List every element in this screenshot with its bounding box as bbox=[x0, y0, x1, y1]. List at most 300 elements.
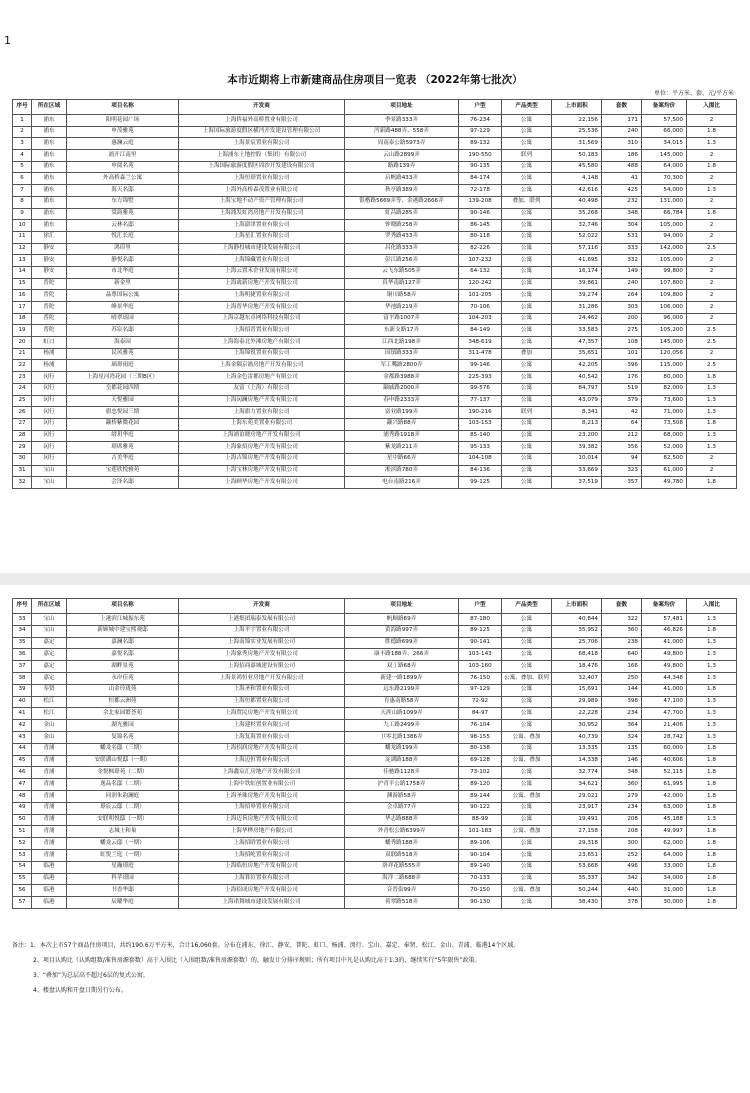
table-cell: 30 bbox=[13, 453, 32, 465]
table-cell: 洛祥花路555弄 bbox=[345, 861, 459, 873]
table-cell: 73,600 bbox=[642, 395, 687, 407]
table-cell: 叠加 bbox=[502, 348, 552, 360]
table-cell: 育惠南路58弄 bbox=[345, 696, 459, 708]
table-cell: 25 bbox=[13, 395, 32, 407]
table-cell: 29 bbox=[13, 442, 32, 454]
table-cell: 市北华庭 bbox=[67, 266, 179, 278]
table-cell: 144 bbox=[602, 684, 642, 696]
table-cell: 公寓 bbox=[502, 126, 552, 138]
table-cell: 公寓 bbox=[502, 465, 552, 477]
projects-table-part-1 bbox=[12, 99, 737, 489]
table-cell: 68,000 bbox=[642, 430, 687, 442]
table-cell: 江西北路198弄 bbox=[345, 337, 459, 349]
table-cell: 公寓 bbox=[502, 743, 552, 755]
table-cell: 苏宸名邸 bbox=[67, 325, 179, 337]
table-cell: 64-132 bbox=[459, 266, 502, 278]
table-cell: 1.3 bbox=[687, 185, 737, 197]
table-cell: 9 bbox=[13, 208, 32, 220]
table-cell: 云飞东路505弄 bbox=[345, 266, 459, 278]
table-cell: 1.3 bbox=[687, 395, 737, 407]
table-cell: 公寓 bbox=[502, 115, 552, 127]
table-cell: 普陀 bbox=[32, 325, 67, 337]
table-cell: 73,508 bbox=[642, 418, 687, 430]
table-cell: 50,183 bbox=[552, 150, 602, 162]
table-cell: 上海金隅京浦房地产开发有限公司 bbox=[179, 360, 345, 372]
table-cell: 1.8 bbox=[687, 372, 737, 384]
table-cell: 电台南路216弄 bbox=[345, 477, 459, 489]
table-cell: 19 bbox=[13, 325, 32, 337]
table-cell: 49,800 bbox=[642, 649, 687, 661]
column-header: 所在区域 bbox=[32, 599, 67, 614]
table-cell: 52,022 bbox=[552, 231, 602, 243]
table-cell: 64,000 bbox=[642, 849, 687, 861]
table-row bbox=[13, 278, 737, 290]
table-cell: 淞滨路780弄 bbox=[345, 465, 459, 477]
table-cell: 63,000 bbox=[642, 802, 687, 814]
table-cell: 上海顾华房地产开发有限公司 bbox=[179, 477, 345, 489]
table-cell: 上海云置禾企业发展有限公司 bbox=[179, 266, 345, 278]
table-cell: 临港 bbox=[32, 861, 67, 873]
table-cell: 皇都花园四期 bbox=[67, 383, 179, 395]
table-cell: 安联明悦邸（一期） bbox=[67, 814, 179, 826]
table-cell: 31,000 bbox=[642, 885, 687, 897]
column-header: 开发商 bbox=[179, 100, 345, 115]
table-cell: 171 bbox=[602, 115, 642, 127]
table-cell: 190-550 bbox=[459, 150, 502, 162]
table-cell: 上海鑫宸汇房地产开发有限公司 bbox=[179, 767, 345, 779]
table-cell: 新顾城中建宝熙观邸 bbox=[67, 625, 179, 637]
table-cell: 54,000 bbox=[642, 185, 687, 197]
table-cell: 333 bbox=[602, 243, 642, 255]
table-cell: 82,000 bbox=[642, 383, 687, 395]
table-cell: 公寓 bbox=[502, 684, 552, 696]
table-cell: 40,606 bbox=[642, 755, 687, 767]
table-cell: 海天名邸 bbox=[67, 185, 179, 197]
table-cell: 新建一路1899弄 bbox=[345, 672, 459, 684]
table-cell: 同润朱韵澜庭 bbox=[67, 790, 179, 802]
table-cell: 95-133 bbox=[459, 442, 502, 454]
table-cell: 公寓 bbox=[502, 418, 552, 430]
table-cell: 24,462 bbox=[552, 313, 602, 325]
table-cell: 212 bbox=[602, 430, 642, 442]
table-cell: 上海贸民房地产开发有限公司 bbox=[179, 708, 345, 720]
table-cell: 浦东 bbox=[32, 138, 67, 150]
table-cell: 47,357 bbox=[552, 337, 602, 349]
table-cell: 九工路2499弄 bbox=[345, 720, 459, 732]
column-header: 上市面积 bbox=[552, 100, 602, 115]
table-cell: 宝莲欣悦雅苑 bbox=[67, 465, 179, 477]
table-row bbox=[13, 231, 737, 243]
table-cell: 阳明花园广场 bbox=[67, 115, 179, 127]
table-cell: 80,000 bbox=[642, 372, 687, 384]
table-cell: 89-120 bbox=[459, 779, 502, 791]
table-cell: 1.8 bbox=[687, 126, 737, 138]
table-cell: 2 bbox=[687, 115, 737, 127]
table-cell: 1 bbox=[13, 115, 32, 127]
table-cell: 2 bbox=[687, 290, 737, 302]
table-cell: 上海宝林房地产开发有限公司 bbox=[179, 465, 345, 477]
table-cell: 50 bbox=[13, 814, 32, 826]
table-cell: 上海明捷置业有限公司 bbox=[179, 290, 345, 302]
table-cell: 2 bbox=[687, 453, 737, 465]
table-cell: 64 bbox=[602, 418, 642, 430]
table-cell: 海泰园 bbox=[67, 337, 179, 349]
table-cell: 星中路66弄 bbox=[345, 453, 459, 465]
table-cell: 357 bbox=[602, 477, 642, 489]
table-cell: 公寓 bbox=[502, 337, 552, 349]
table-cell: 路路139弄 bbox=[345, 161, 459, 173]
table-cell: 上海招商嘉城建设有限公司 bbox=[179, 661, 345, 673]
table-cell: 356 bbox=[602, 442, 642, 454]
table-cell: 青浦 bbox=[32, 743, 67, 755]
table-cell: 上海招晗置业有限公司 bbox=[179, 838, 345, 850]
table-cell: 云山路2899弄 bbox=[345, 150, 459, 162]
table-cell: 普陀 bbox=[32, 278, 67, 290]
table-cell: 1.8 bbox=[687, 861, 737, 873]
table-cell: 临港 bbox=[32, 873, 67, 885]
table-cell: 青浦 bbox=[32, 755, 67, 767]
table-cell: 青浦 bbox=[32, 838, 67, 850]
table-cell: 周南泰公路5973弄 bbox=[345, 138, 459, 150]
table-cell: 94 bbox=[602, 453, 642, 465]
table-cell: 89-125 bbox=[459, 625, 502, 637]
table-cell: 公寓 bbox=[502, 302, 552, 314]
table-cell: 44,348 bbox=[642, 672, 687, 684]
table-cell: 上海锦藏置业有限公司 bbox=[179, 255, 345, 267]
table-cell: 联列 bbox=[502, 407, 552, 419]
table-cell: 公寓 bbox=[502, 696, 552, 708]
table-cell: 宝山 bbox=[32, 614, 67, 626]
table-cell: 57,116 bbox=[552, 243, 602, 255]
table-cell: 松江 bbox=[32, 708, 67, 720]
table-cell: 68,418 bbox=[552, 649, 602, 661]
table-cell: 1.8 bbox=[687, 826, 737, 838]
table-cell: 金悦枫璟苑（二期） bbox=[67, 767, 179, 779]
column-header: 套数 bbox=[602, 100, 642, 115]
table-cell: 41,000 bbox=[642, 684, 687, 696]
table-cell: 公寓 bbox=[502, 861, 552, 873]
table-cell: 临港 bbox=[32, 885, 67, 897]
table-cell: 53 bbox=[13, 849, 32, 861]
table-cell: 89-144 bbox=[459, 790, 502, 802]
table-cell: 金山 bbox=[32, 731, 67, 743]
table-cell: 上海恒璟置业有限公司 bbox=[179, 173, 345, 185]
table-cell: 200 bbox=[602, 313, 642, 325]
table-cell: 31,286 bbox=[552, 302, 602, 314]
table-cell: 1.3 bbox=[687, 708, 737, 720]
table-cell: 嘉定 bbox=[32, 649, 67, 661]
table-cell: 40,739 bbox=[552, 731, 602, 743]
table-cell: 上海恒都置业有限公司 bbox=[179, 696, 345, 708]
table-cell: 闵行 bbox=[32, 442, 67, 454]
table-cell: 公寓 bbox=[502, 208, 552, 220]
table-cell: 申茂雅苑 bbox=[67, 126, 179, 138]
table-cell: 96,000 bbox=[642, 313, 687, 325]
table-cell: 1.3 bbox=[687, 649, 737, 661]
table-cell: 46,826 bbox=[642, 625, 687, 637]
table-cell: 15,691 bbox=[552, 684, 602, 696]
table-cell: 1.8 bbox=[687, 885, 737, 897]
table-cell: 64,000 bbox=[642, 161, 687, 173]
table-cell: 青浦 bbox=[32, 767, 67, 779]
column-header: 产品类型 bbox=[502, 100, 552, 115]
table-cell: 18 bbox=[13, 313, 32, 325]
table-cell: 105,200 bbox=[642, 325, 687, 337]
table-cell: 上海海泰北外滩房地产有限公司 bbox=[179, 337, 345, 349]
table-cell: 37 bbox=[13, 661, 32, 673]
table-cell: 97-129 bbox=[459, 684, 502, 696]
table-cell: 42,616 bbox=[552, 185, 602, 197]
table-cell: 公寓、叠加 bbox=[502, 731, 552, 743]
column-header: 项目地址 bbox=[345, 599, 459, 614]
table-cell: 浦东 bbox=[32, 150, 67, 162]
table-cell: 2 bbox=[687, 173, 737, 185]
table-cell: 璃璟雨庭 bbox=[67, 360, 179, 372]
table-cell: 上海禽新房地产开发有限公司 bbox=[179, 278, 345, 290]
table-cell: 41,000 bbox=[642, 637, 687, 649]
table-cell: 50,244 bbox=[552, 885, 602, 897]
table-cell: 荷翠路518弄 bbox=[345, 897, 459, 909]
table-cell: 98-155 bbox=[459, 731, 502, 743]
table-cell: 双丁路68弄 bbox=[345, 661, 459, 673]
table-cell: 颛兴路88弄 bbox=[345, 418, 459, 430]
table-cell: 35,337 bbox=[552, 873, 602, 885]
table-cell: 上海国际旅游度假区横沔开发建设管理有限公司 bbox=[179, 126, 345, 138]
table-cell: 公寓 bbox=[502, 720, 552, 732]
table-cell: 1.8 bbox=[687, 418, 737, 430]
table-cell: 24 bbox=[13, 383, 32, 395]
table-cell: 103-160 bbox=[459, 661, 502, 673]
table-cell: 军工嘴路2800弄 bbox=[345, 360, 459, 372]
table-cell: 公寓 bbox=[502, 814, 552, 826]
table-cell: 上港集团瑞泰发展有限公司 bbox=[179, 614, 345, 626]
table-cell: 浦东 bbox=[32, 161, 67, 173]
table-cell: 上海浦发虹湾房地产开发有限公司 bbox=[179, 208, 345, 220]
table-cell: 323 bbox=[602, 465, 642, 477]
column-header: 序号 bbox=[13, 599, 32, 614]
table-cell: 16,174 bbox=[552, 266, 602, 278]
table-cell: 闵行 bbox=[32, 372, 67, 384]
table-cell: 40,844 bbox=[552, 614, 602, 626]
table-cell: 2 bbox=[687, 465, 737, 477]
table-cell: 82-226 bbox=[459, 243, 502, 255]
table-cell: 348 bbox=[602, 208, 642, 220]
table-cell: 金山 bbox=[32, 720, 67, 732]
table-cell: 35,268 bbox=[552, 208, 602, 220]
table-cell: 复锦名苑 bbox=[67, 731, 179, 743]
table-cell: 1.8 bbox=[687, 743, 737, 755]
table-cell: 科苹璟园 bbox=[67, 873, 179, 885]
table-cell: 璟宸云邸（二期） bbox=[67, 802, 179, 814]
table-cell: 永岸佳苑 bbox=[67, 672, 179, 684]
table-cell: 新金里 bbox=[67, 278, 179, 290]
table-cell: 27 bbox=[13, 418, 32, 430]
table-cell: 钟晓路258弄 bbox=[345, 220, 459, 232]
page-break bbox=[0, 573, 750, 585]
table-cell: 146 bbox=[602, 755, 642, 767]
table-row bbox=[13, 360, 737, 372]
table-cell: 上海闵澜房地产开发有限公司 bbox=[179, 395, 345, 407]
table-cell: 39,861 bbox=[552, 278, 602, 290]
table-cell: 52 bbox=[13, 838, 32, 850]
table-cell: 46 bbox=[13, 767, 32, 779]
table-cell: 240 bbox=[602, 126, 642, 138]
table-cell: 120-242 bbox=[459, 278, 502, 290]
table-cell: 公寓 bbox=[502, 138, 552, 150]
table-cell: 棠韵雅苑 bbox=[67, 208, 179, 220]
table-row bbox=[13, 442, 737, 454]
table-cell: 东新支路17弄 bbox=[345, 325, 459, 337]
table-cell: 1.8 bbox=[687, 838, 737, 850]
table-row bbox=[13, 684, 737, 696]
table-cell: 240 bbox=[602, 278, 642, 290]
table-cell: 2 bbox=[687, 220, 737, 232]
table-cell: 47 bbox=[13, 779, 32, 791]
table-cell: 嘉悦名邸 bbox=[67, 649, 179, 661]
table-cell: 2 bbox=[687, 302, 737, 314]
table-row bbox=[13, 302, 737, 314]
table-cell: 264 bbox=[602, 290, 642, 302]
unit-label: 单位：平方米、套、元/平方米 bbox=[653, 90, 734, 97]
table-cell: 1.3 bbox=[687, 661, 737, 673]
table-cell: 90-146 bbox=[459, 208, 502, 220]
table-cell: 7 bbox=[13, 185, 32, 197]
table-cell: 25,536 bbox=[552, 126, 602, 138]
table-cell: 379 bbox=[602, 395, 642, 407]
table-cell: 99-146 bbox=[459, 360, 502, 372]
table-cell: 1.3 bbox=[687, 614, 737, 626]
table-cell: 颛戚路2000弄 bbox=[345, 383, 459, 395]
table-cell: 25,706 bbox=[552, 637, 602, 649]
column-header: 备案均价 bbox=[642, 599, 687, 614]
table-cell: 76-234 bbox=[459, 115, 502, 127]
table-cell: 闵行 bbox=[32, 418, 67, 430]
table-cell: 45 bbox=[13, 755, 32, 767]
table-cell: 会泽名邸 bbox=[67, 477, 179, 489]
table-cell: 普陀 bbox=[32, 302, 67, 314]
note-1: 备注：1、本次上市57个商品住房项目，共约190.6万平方米，合计16,060套。分布在浦东、徐汇、静安、普陀、虹口、杨浦、闵行、宝山、嘉定、奉贤、松江、金山、青浦、临港14个区域。 bbox=[12, 942, 520, 949]
table-cell: 104-108 bbox=[459, 453, 502, 465]
table-cell: 富业路199弄 bbox=[345, 407, 459, 419]
table-cell: 公寓、叠加 bbox=[502, 885, 552, 897]
table-cell: 322 bbox=[602, 614, 642, 626]
table-cell: 37,519 bbox=[552, 477, 602, 489]
table-cell: 嘉定 bbox=[32, 637, 67, 649]
table-row bbox=[13, 477, 737, 489]
table-row bbox=[13, 814, 737, 826]
table-cell: 279 bbox=[602, 790, 642, 802]
table-cell: 联列 bbox=[502, 150, 552, 162]
table-cell: 310 bbox=[602, 138, 642, 150]
table-cell: 1.8 bbox=[687, 477, 737, 489]
projects-table-part-2 bbox=[12, 598, 737, 909]
table-row bbox=[13, 337, 737, 349]
table-cell: 70-150 bbox=[459, 885, 502, 897]
table-cell: 35,952 bbox=[552, 625, 602, 637]
table-cell: 145,000 bbox=[642, 150, 687, 162]
table-cell: 71,000 bbox=[642, 407, 687, 419]
table-cell: 77-137 bbox=[459, 395, 502, 407]
column-header: 户型 bbox=[459, 599, 502, 614]
table-cell: 1.3 bbox=[687, 720, 737, 732]
table-cell: 宝山 bbox=[32, 477, 67, 489]
table-cell: 安联湖山悦邸（一期） bbox=[67, 755, 179, 767]
table-row bbox=[13, 185, 737, 197]
table-cell: 青浦 bbox=[32, 790, 67, 802]
table-cell: 80-118 bbox=[459, 231, 502, 243]
table-row bbox=[13, 637, 737, 649]
table-cell: 29,989 bbox=[552, 696, 602, 708]
table-row bbox=[13, 790, 737, 802]
table-cell: 公寓、叠加 bbox=[502, 755, 552, 767]
table-row bbox=[13, 767, 737, 779]
table-cell: 2.5 bbox=[687, 337, 737, 349]
table-cell: 星瀚璟庭 bbox=[67, 861, 179, 873]
table-cell: 234 bbox=[602, 708, 642, 720]
table-cell: 51 bbox=[13, 826, 32, 838]
table-cell: 会卓路77弄 bbox=[345, 802, 459, 814]
table-cell: 书香华邸 bbox=[67, 885, 179, 897]
table-cell: 上海星汇置业有限公司 bbox=[179, 231, 345, 243]
table-cell: 晶尊国际公寓 bbox=[67, 290, 179, 302]
table-cell: 23 bbox=[13, 372, 32, 384]
table-cell: 静安 bbox=[32, 243, 67, 255]
table-cell: 公寓 bbox=[502, 430, 552, 442]
table-cell: 38 bbox=[13, 672, 32, 684]
table-cell: 1.3 bbox=[687, 430, 737, 442]
table-cell: 公寓 bbox=[502, 897, 552, 909]
table-cell: 昌化路333弄 bbox=[345, 243, 459, 255]
column-header: 套数 bbox=[602, 599, 642, 614]
table-cell: 上海侨福外高桥置业有限公司 bbox=[179, 115, 345, 127]
table-cell: 青浦 bbox=[32, 826, 67, 838]
table-cell: 上海圣和置业有限公司 bbox=[179, 684, 345, 696]
table-row bbox=[13, 243, 737, 255]
table-cell: 57 bbox=[13, 897, 32, 909]
table-cell: 70-106 bbox=[459, 302, 502, 314]
table-cell: 上海象秀房地产开发有限公司 bbox=[179, 649, 345, 661]
table-cell: 208 bbox=[602, 826, 642, 838]
table-cell: 90-135 bbox=[459, 161, 502, 173]
table-row bbox=[13, 325, 737, 337]
table-row bbox=[13, 649, 737, 661]
table-cell: 28,742 bbox=[642, 731, 687, 743]
table-cell: 外高桥森兰公寓 bbox=[67, 173, 179, 185]
table-cell: 22 bbox=[13, 360, 32, 372]
table-cell: 普陀 bbox=[32, 290, 67, 302]
table-cell: 364 bbox=[602, 720, 642, 732]
table-row bbox=[13, 115, 737, 127]
table-cell: 外青松公路6399弄 bbox=[345, 826, 459, 838]
table-cell: 332 bbox=[602, 255, 642, 267]
table-cell: 浦东 bbox=[32, 196, 67, 208]
table-cell: 40,498 bbox=[552, 196, 602, 208]
column-header: 所在区域 bbox=[32, 100, 67, 115]
table-cell: 41 bbox=[602, 173, 642, 185]
table-cell: 公寓 bbox=[502, 779, 552, 791]
table-cell: 39 bbox=[13, 684, 32, 696]
table-cell: 4 bbox=[13, 150, 32, 162]
table-cell: 398 bbox=[602, 696, 642, 708]
table-cell: 13 bbox=[13, 255, 32, 267]
table-cell: 348-619 bbox=[459, 337, 502, 349]
table-cell: 公寓 bbox=[502, 649, 552, 661]
table-cell: 66,784 bbox=[642, 208, 687, 220]
table-cell: 2 bbox=[687, 231, 737, 243]
table-cell: 61,995 bbox=[642, 779, 687, 791]
column-header: 产品类型 bbox=[502, 599, 552, 614]
table-cell: 上海建杉置业有限公司 bbox=[179, 720, 345, 732]
